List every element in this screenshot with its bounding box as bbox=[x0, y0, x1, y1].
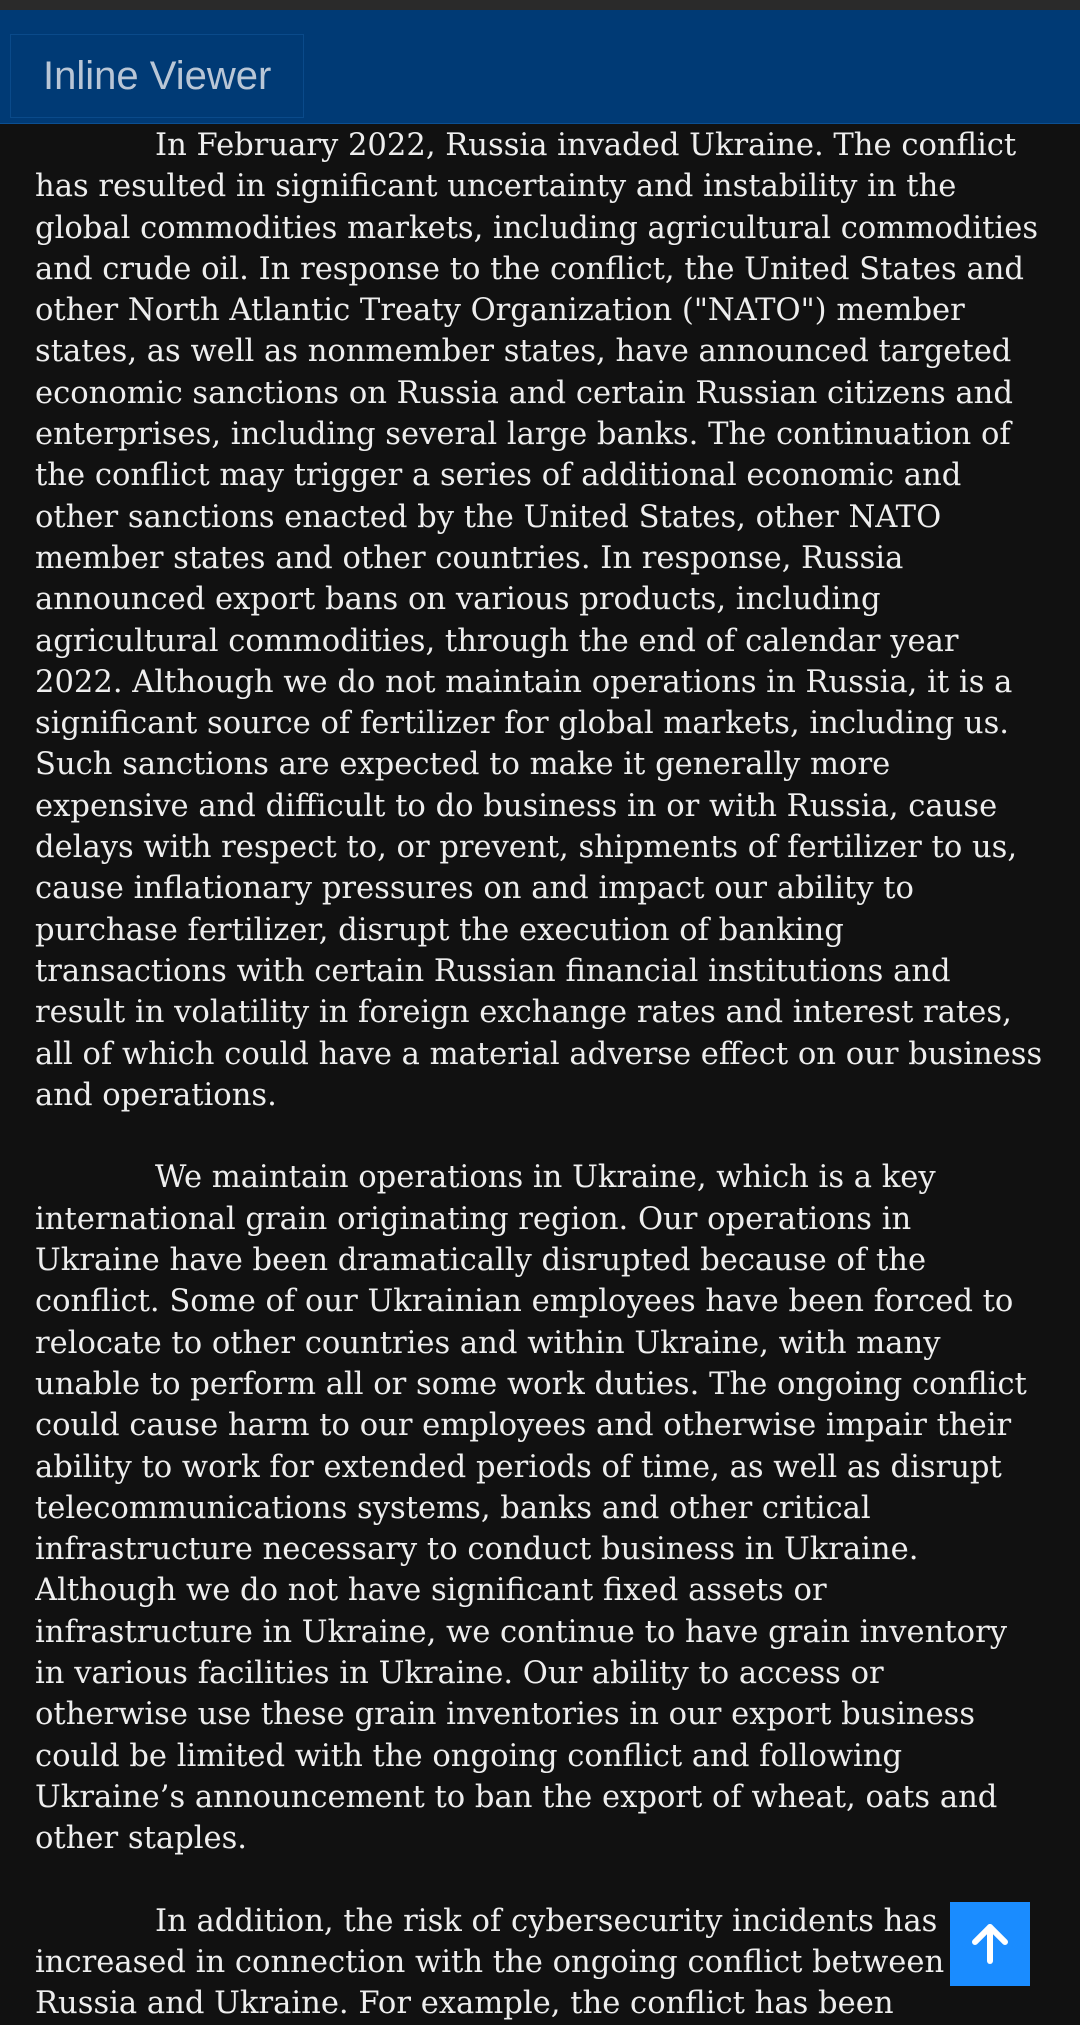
viewer-title: Inline Viewer bbox=[43, 54, 272, 98]
paragraph-cybersecurity: In addition, the risk of cybersecurity incidents has increased in connection with the ongoing conflict between Russia and Ukraine. For example, the conflict has been bbox=[35, 1903, 945, 2022]
paragraph-ukraine-operations: We maintain operations in Ukraine, which is a key international grain originating region. Our operations in Ukraine have been dramatically disrupted because of the conflict. Some of our Ukrainian employees have been forced to relocate to other countries and within Ukraine, with many unable to perform all or some work duties. The ongoing conflict could cause harm to our employees and otherwise impair their ability to work for extended periods of time, as well as disrupt telecommunications systems, banks and other critical infrastructure necessary to conduct business in Ukraine. Although we do not have significant fixed assets or infrastructure in Ukraine, we continue to have grain inventory in various facilities in Ukraine. Our ability to access or otherwise use these grain inventories in our export business could be limited with the ongoing conflict and following Ukraine’s announcement to ban the export of wheat, oats and other staples. bbox=[35, 1160, 1027, 1857]
document-content[interactable] bbox=[35, 125, 1045, 2025]
viewer-title-box[interactable] bbox=[10, 34, 304, 118]
arrow-up-icon bbox=[970, 1923, 1010, 1965]
scroll-to-top-button[interactable] bbox=[950, 1902, 1030, 1986]
app-header bbox=[0, 10, 1080, 124]
status-strip bbox=[0, 0, 1080, 10]
paragraph-russia-invasion: In February 2022, Russia invaded Ukraine. The conflict has resulted in significant uncertainty and instability in the global commodities markets, including agricultural commodities and crude oil. In response to the conflict, the United States and other North Atlantic Treaty Organization ("NATO") member states, as well as nonmember states, have announced targeted economic sanctions on Russia and certain Russian citizens and enterprises, including several large banks. The continuation of the conflict may trigger a series of additional economic and other sanctions enacted by the United States, other NATO member states and other countries. In response, Russia announced export bans on various products, including agricultural commodities, through the end of calendar year 2022. Although we do not maintain operations in Russia, it is a significant source of fertilizer for global markets, including us. Such sanctions are expected to make it generally more expensive and difficult to do business in or with Russia, cause delays with respect to, or prevent, shipments of fertilizer to us, cause inflationary pressures on and impact our ability to purchase fertilizer, disrupt the execution of banking transactions with certain Russian financial institutions and result in volatility in foreign exchange rates and interest rates, all of which could have a material adverse effect on our business and operations. bbox=[35, 128, 1043, 1113]
